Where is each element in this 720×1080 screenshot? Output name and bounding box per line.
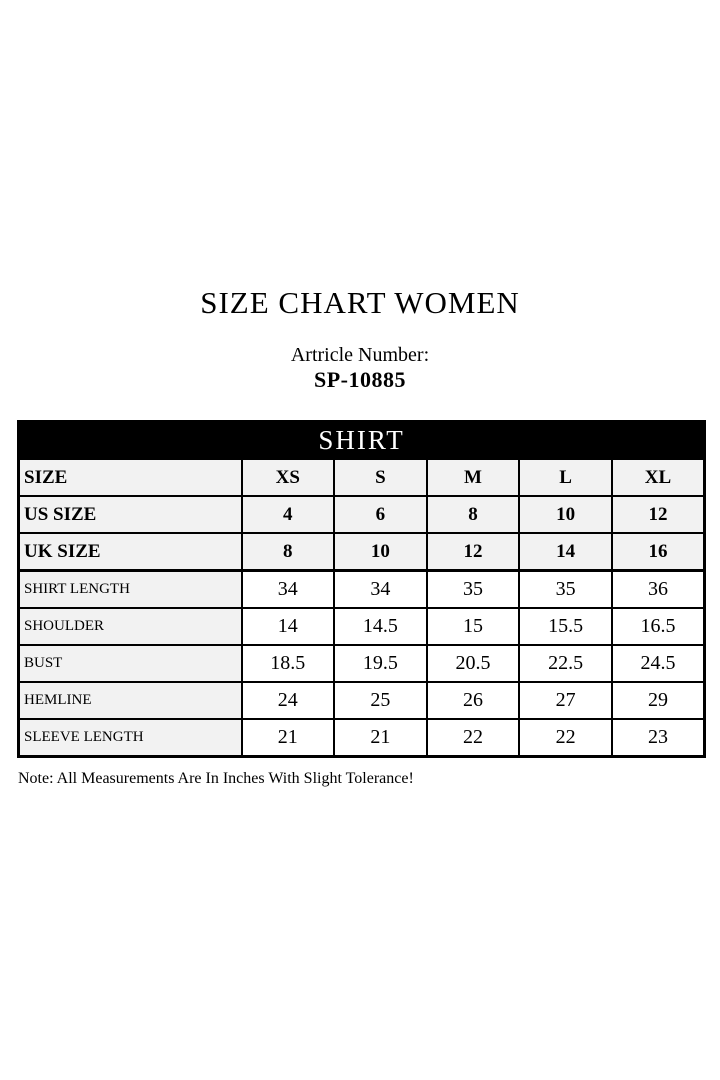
cell-value: 16 (612, 533, 705, 571)
row-label: HEMLINE (19, 682, 242, 719)
cell-value: 25 (334, 682, 427, 719)
cell-value: 34 (334, 571, 427, 609)
row-label: US SIZE (19, 496, 242, 533)
cell-value: 20.5 (427, 645, 520, 682)
row-label: SLEEVE LENGTH (19, 719, 242, 757)
cell-value: 12 (427, 533, 520, 571)
table-row-us-size (19, 496, 705, 533)
cell-value: 14 (242, 608, 335, 645)
cell-value: 18.5 (242, 645, 335, 682)
cell-value: 21 (242, 719, 335, 757)
size-chart-table (17, 420, 706, 758)
cell-value: 34 (242, 571, 335, 609)
cell-value: 35 (519, 571, 612, 609)
table-row-bust (19, 645, 705, 682)
measurement-note: Note: All Measurements Are In Inches With Slight Tolerance! (18, 770, 414, 787)
cell-value: 8 (242, 533, 335, 571)
cell-value: 22.5 (519, 645, 612, 682)
cell-value: 21 (334, 719, 427, 757)
row-label: SIZE (19, 459, 242, 496)
cell-value: 12 (612, 496, 705, 533)
cell-value: 8 (427, 496, 520, 533)
table-row-sleeve-length (19, 719, 705, 757)
row-label: UK SIZE (19, 533, 242, 571)
cell-value: 15.5 (519, 608, 612, 645)
table-row-uk-size (19, 533, 705, 571)
cell-value: L (519, 459, 612, 496)
cell-value: 4 (242, 496, 335, 533)
row-label: SHIRT LENGTH (19, 571, 242, 609)
cell-value: 10 (334, 533, 427, 571)
cell-value: XL (612, 459, 705, 496)
cell-value: 35 (427, 571, 520, 609)
cell-value: S (334, 459, 427, 496)
cell-value: 19.5 (334, 645, 427, 682)
cell-value: M (427, 459, 520, 496)
cell-value: 16.5 (612, 608, 705, 645)
cell-value: 36 (612, 571, 705, 609)
cell-value: 27 (519, 682, 612, 719)
article-number-label: Artricle Number: (290, 344, 430, 366)
row-label: SHOULDER (19, 608, 242, 645)
cell-value: 22 (519, 719, 612, 757)
cell-value: 29 (612, 682, 705, 719)
cell-value: 24 (242, 682, 335, 719)
article-number-value: SP-10885 (314, 367, 406, 392)
table-row-hemline (19, 682, 705, 719)
table-row-shoulder (19, 608, 705, 645)
cell-value: 22 (427, 719, 520, 757)
table-row-shirt-length (19, 571, 705, 609)
cell-value: 10 (519, 496, 612, 533)
cell-value: 24.5 (612, 645, 705, 682)
table-title: SHIRT (19, 422, 705, 460)
cell-value: 26 (427, 682, 520, 719)
cell-value: 15 (427, 608, 520, 645)
cell-value: 6 (334, 496, 427, 533)
row-label: BUST (19, 645, 242, 682)
table-title-row (19, 422, 705, 460)
cell-value: 23 (612, 719, 705, 757)
cell-value: 14 (519, 533, 612, 571)
table-row-size (19, 459, 705, 496)
cell-value: 14.5 (334, 608, 427, 645)
cell-value: XS (242, 459, 335, 496)
page-title: SIZE CHART WOMEN (200, 285, 520, 320)
